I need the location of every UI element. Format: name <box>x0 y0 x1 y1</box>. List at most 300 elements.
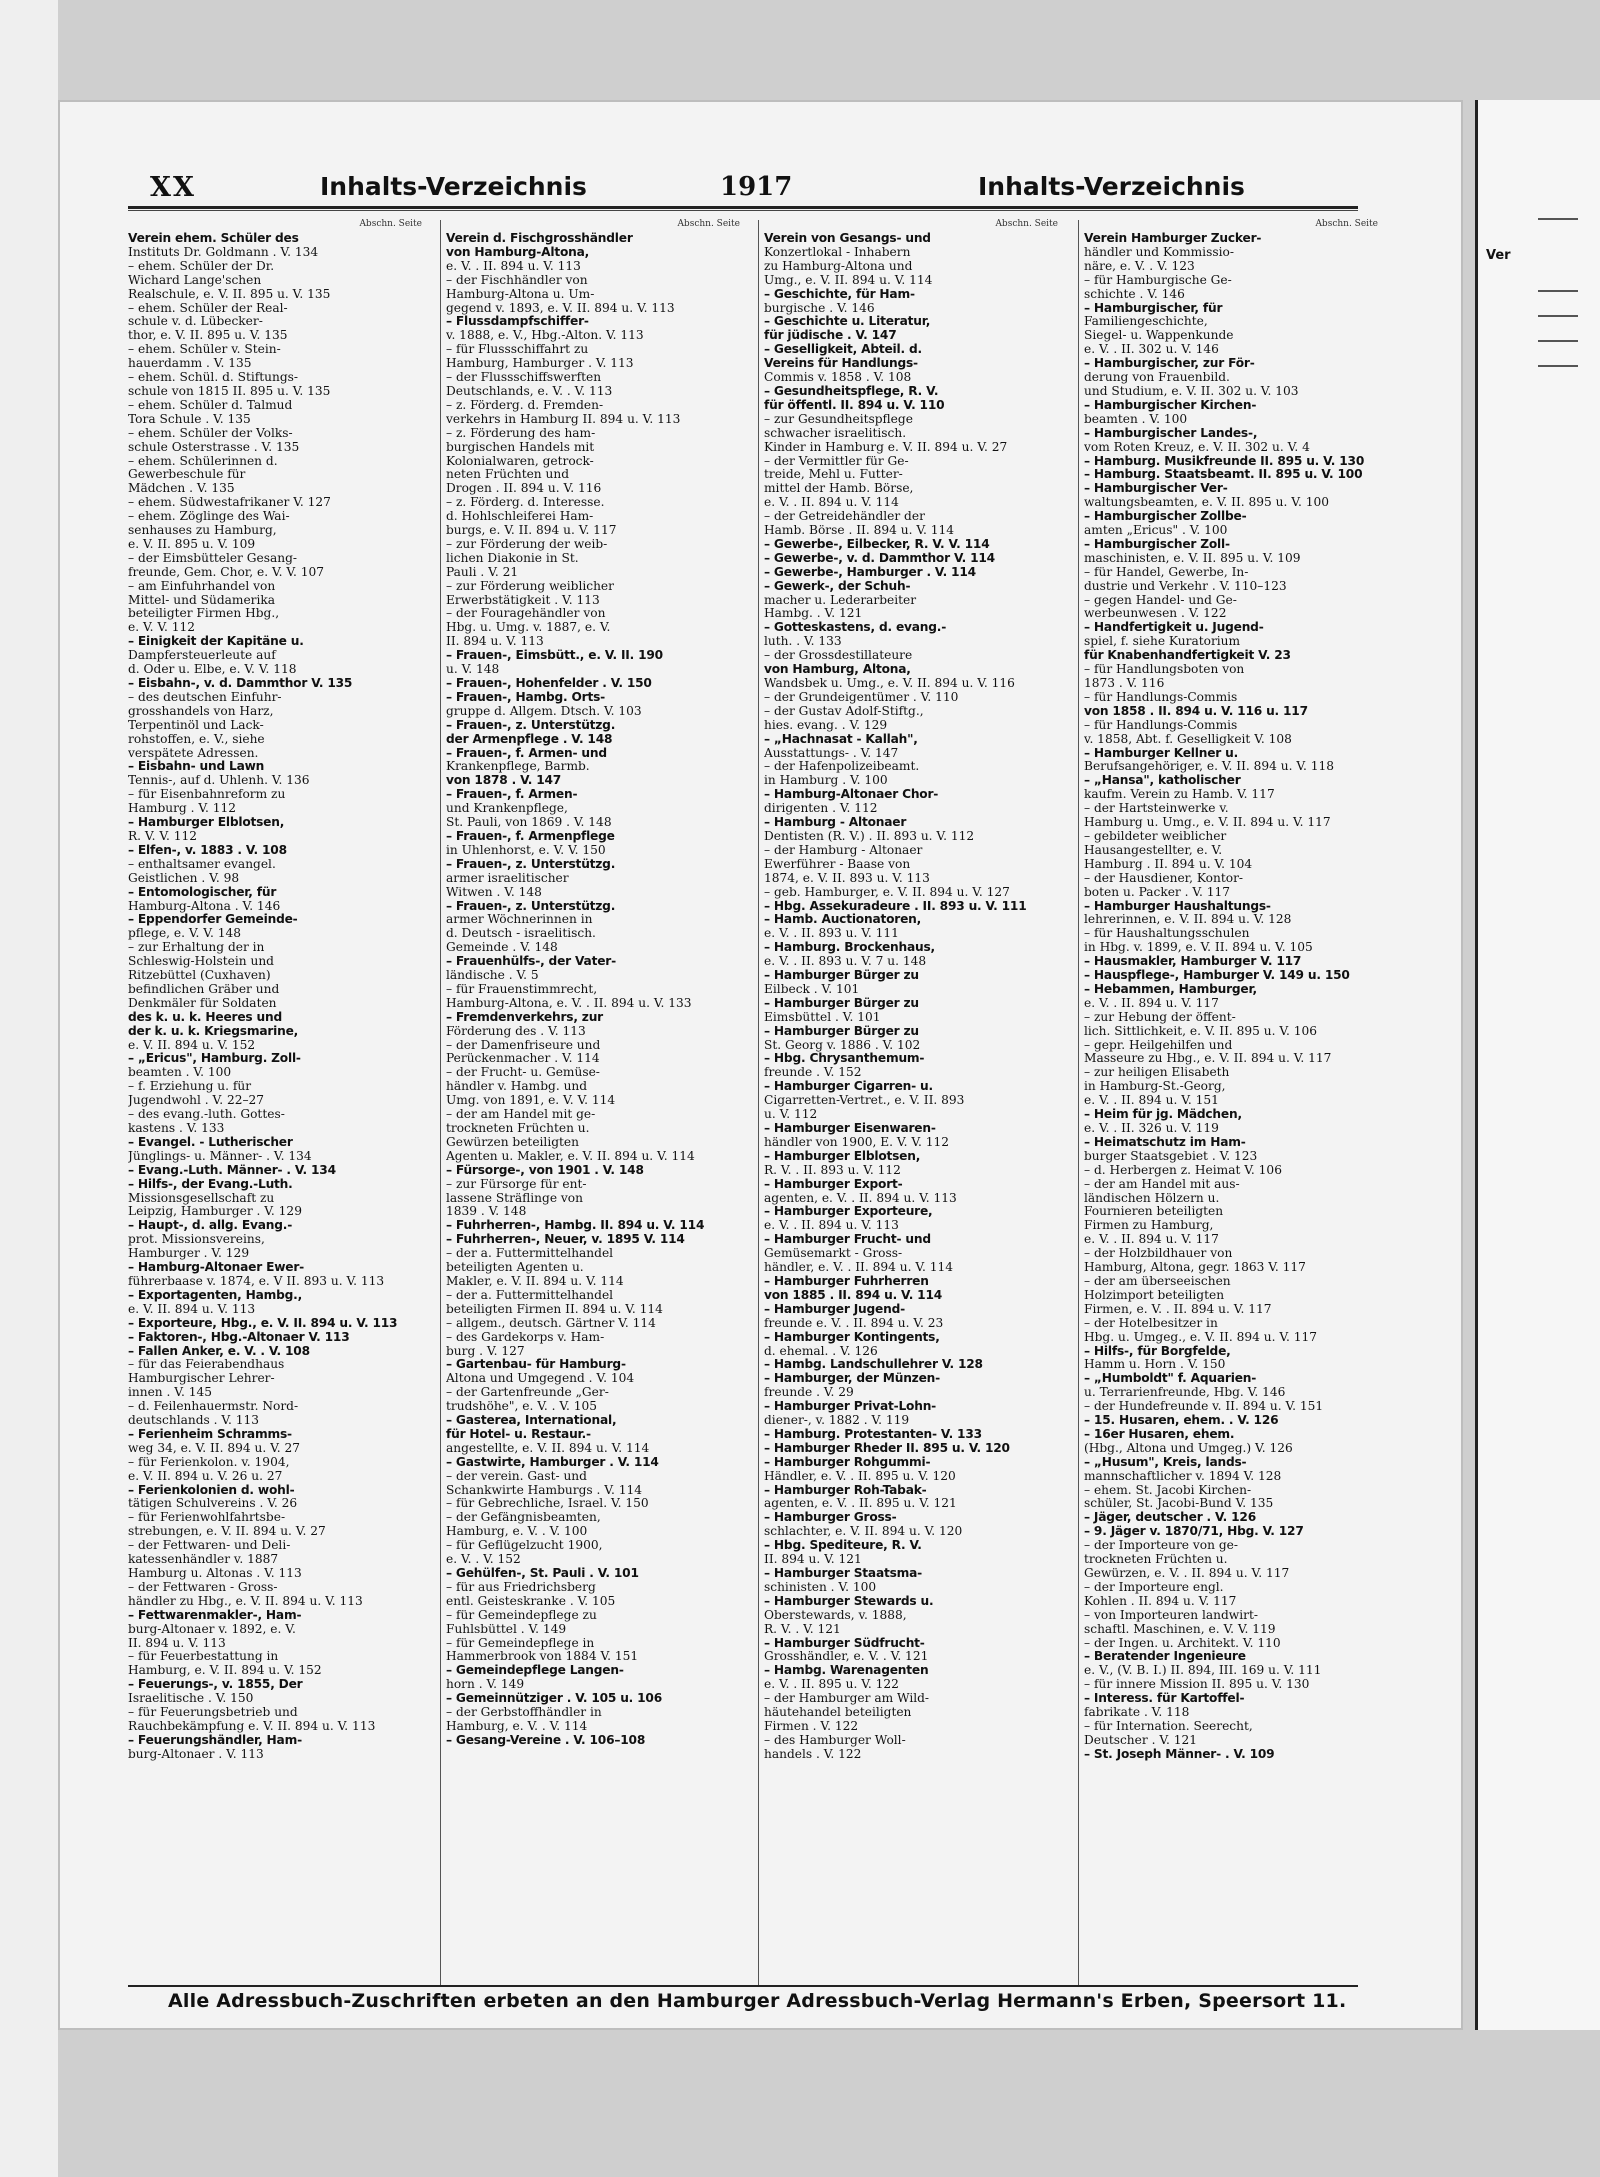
index-entry-line: der Armenpflege . V. 148 <box>446 732 613 746</box>
index-entry-line: – Hamburg. Brockenhaus, <box>764 941 935 955</box>
index-entry-line: e. V. II. 894 u. V. 152 <box>128 1038 256 1052</box>
index-entry-line: – Haupt-, d. allg. Evang.- <box>128 1219 293 1233</box>
index-entry-line: – ehem. Schüler der Dr. <box>128 259 275 273</box>
index-entry-line: Kolonialwaren, getrock- <box>446 454 594 468</box>
index-entry-line: – für Handel, Gewerbe, In- <box>1084 565 1249 579</box>
index-entry-line: – für Gemeindepflege in <box>446 1636 595 1650</box>
index-entry-line: Hbg. u. Umgeg., e. V. II. 894 u. V. 117 <box>1084 1330 1318 1344</box>
index-entry-line: – Fuhrherren-, Hambg. II. 894 u. V. 114 <box>446 1219 705 1233</box>
index-entry-line: 1874, e. V. II. 893 u. V. 113 <box>764 871 930 885</box>
header-rule-thin <box>128 210 1358 211</box>
index-entry-line: Gemüsemarkt - Gross- <box>764 1247 903 1261</box>
index-entry-line: Hamburg, e. V. . V. 100 <box>446 1525 588 1539</box>
index-entry-line: Wichard Lange'schen <box>128 273 262 287</box>
index-entry-line: – für aus Friedrichsberg <box>446 1580 596 1594</box>
index-entry-line: Kinder in Hamburg e. V. II. 894 u. V. 27 <box>764 440 1008 454</box>
index-entry-line: – „Hansa", katholischer <box>1084 774 1241 788</box>
index-entry-line: – Gartenbau- für Hamburg- <box>446 1358 626 1372</box>
index-entry-line: Hamb. Börse . II. 894 u. V. 114 <box>764 524 954 538</box>
index-entry-line: Altona und Umgegend . V. 104 <box>446 1372 635 1386</box>
index-entry-line: – Hauspflege-, Hamburger V. 149 u. 150 <box>1084 969 1350 983</box>
index-entry-line: Vereins für Handlungs- <box>764 357 918 371</box>
index-entry-line: R. V. V. 112 <box>128 829 198 843</box>
index-entry-line: Hamburgischer Lehrer- <box>128 1372 275 1386</box>
index-entry-line: von 1885 . II. 894 u. V. 114 <box>764 1288 943 1302</box>
index-entry-line: (Hbg., Altona und Umgeg.) V. 126 <box>1084 1441 1293 1455</box>
index-entry-line: – am Einfuhrhandel von <box>128 579 276 593</box>
index-entry-line: Holzimport beteiligten <box>1084 1288 1225 1302</box>
index-entry-line: – Jäger, deutscher . V. 126 <box>1084 1511 1256 1525</box>
index-entry-line: Missionsgesellschaft zu <box>128 1191 275 1205</box>
index-entry-line: e. V. II. 894 u. V. 113 <box>128 1302 256 1316</box>
index-entry-line: verspätete Adressen. <box>128 746 259 760</box>
index-entry-line: – Beratender Ingenieure <box>1084 1650 1246 1664</box>
index-entry-line: befindlichen Gräber und <box>128 982 280 996</box>
index-entry-line: Tennis-, auf d. Uhlenh. V. 136 <box>128 774 310 788</box>
index-entry-line: Jugendwohl . V. 22–27 <box>128 1094 265 1108</box>
running-title-left: Inhalts-Verzeichnis <box>320 172 587 201</box>
index-entry-line: – für Gebrechliche, Israel. V. 150 <box>446 1497 649 1511</box>
index-entry-line: – zur Förderung weiblicher <box>446 579 614 593</box>
index-entry-line: – Eisbahn-, v. d. Dammthor V. 135 <box>128 677 353 690</box>
index-entry-line: u. Terrarienfreunde, Hbg. V. 146 <box>1084 1386 1286 1400</box>
index-entry-line: trockneten Früchten u. <box>1084 1553 1228 1567</box>
index-entry-line: – Hamburger Haushaltungs- <box>1084 899 1271 913</box>
index-entry-line: u. V. 112 <box>764 1108 818 1122</box>
index-entry-line: – Hamburger Staatsma- <box>764 1567 923 1580</box>
index-entry-line: – des evang.-luth. Gottes- <box>128 1108 285 1122</box>
index-entry-line: – ehem. Schüler v. Stein- <box>128 343 281 357</box>
index-entry-line: – Faktoren-, Hbg.-Altonaer V. 113 <box>128 1330 350 1344</box>
index-entry-line: – für Frauenstimmrecht, <box>446 982 598 996</box>
index-entry-line: Grosshändler, e. V. . V. 121 <box>764 1650 929 1664</box>
index-entry-line: – der am überseeischen <box>1084 1274 1231 1288</box>
index-entry-line: – der Hausdiener, Kontor- <box>1084 871 1244 885</box>
index-entry-line: – Gewerbe-, v. d. Dammthor V. 114 <box>764 551 995 565</box>
index-entry-line: prot. Missionsvereins, <box>128 1233 265 1247</box>
index-entry-line: trockneten Früchten u. <box>446 1122 590 1135</box>
index-entry-line: händler, e. V. . II. 894 u. V. 114 <box>764 1261 954 1275</box>
adjacent-page-text: Ver <box>1486 248 1511 263</box>
index-entry-line: – Hebammen, Hamburger, <box>1084 982 1257 996</box>
index-entry-line: von Hamburg, Altona, <box>764 663 911 677</box>
index-entry-line: – Hilfs-, für Borgfelde, <box>1084 1344 1231 1358</box>
index-entry-line: beteiligten Firmen II. 894 u. V. 114 <box>446 1302 663 1316</box>
index-entry-line: Jünglings- u. Männer- . V. 134 <box>128 1149 312 1163</box>
index-entry-line: – der Damenfriseure und <box>446 1038 601 1052</box>
index-entry-line: angestellte, e. V. II. 894 u. V. 114 <box>446 1441 650 1455</box>
index-entry-line: – Hilfs-, der Evang.-Luth. <box>128 1177 293 1191</box>
index-entry-line: Krankenpflege, Barmb. <box>446 760 590 774</box>
index-entry-line: Drogen . II. 894 u. V. 116 <box>446 482 602 496</box>
index-entry-line: händler und Kommissio- <box>1084 245 1234 259</box>
index-entry-line: – Frauen-, Hohenfelder . V. 150 <box>446 677 652 690</box>
index-entry-line: – Ferienheim Schramms- <box>128 1427 292 1441</box>
index-entry-line: – Handfertigkeit u. Jugend- <box>1084 621 1264 635</box>
index-entry-line: katessenhändler v. 1887 <box>128 1553 279 1567</box>
index-entry-line: – Ferienkolonien d. wohl- <box>128 1483 295 1497</box>
index-entry-line: – für Gemeindepflege zu <box>446 1608 597 1622</box>
index-entry-line: e. V. . II. 894 u. V. 113 <box>764 1219 899 1233</box>
index-entry-line: burger Staatsgebiet . V. 123 <box>1084 1149 1258 1163</box>
index-entry-line: – Gasterea, International, <box>446 1414 617 1428</box>
index-entry-line: dirigenten . V. 112 <box>764 802 878 816</box>
index-entry-line: – Evangel. - Lutherischer <box>128 1135 293 1149</box>
index-entry-line: beamten . V. 100 <box>128 1066 232 1080</box>
index-entry-line: – für Handlungs-Commis <box>1084 718 1238 732</box>
index-entry-line: – Hamburger Bürger zu <box>764 969 919 983</box>
index-entry-line: – z. Förderg. d. Fremden- <box>446 398 604 412</box>
index-entry-line: Deutscher . V. 121 <box>1084 1733 1197 1747</box>
index-entry-line: u. V. 148 <box>446 663 500 677</box>
index-entry-line: – für Flussschiffahrt zu <box>446 343 589 357</box>
index-entry-line: Umg. von 1891, e. V. V. 114 <box>446 1094 616 1108</box>
index-entry-line: e. V., (V. B. I.) II. 894, III. 169 u. V. 111 <box>1084 1664 1322 1678</box>
index-entry-line: – für Internation. Seerecht, <box>1084 1719 1253 1733</box>
index-entry-line: – Fuhrherren-, Neuer, v. 1895 V. 114 <box>446 1233 685 1247</box>
index-entry-line: – Hambg. Warenagenten <box>764 1664 929 1678</box>
index-entry-line: Pauli . V. 21 <box>446 565 519 579</box>
index-entry-line: d. Deutsch - israelitisch. <box>446 927 596 941</box>
index-entry-line: Hbg. u. Umg. v. 1887, e. V. <box>446 621 611 635</box>
index-entry-line: – Frauen-, f. Armen- und <box>446 746 607 760</box>
index-entry-line: deutschlands . V. 113 <box>128 1414 260 1428</box>
index-entry-line: in Hamburg . V. 100 <box>764 774 888 788</box>
index-entry-line: Terpentinöl und Lack- <box>128 718 264 732</box>
index-entry-line: – der Hundefreunde v. II. 894 u. V. 151 <box>1084 1400 1324 1414</box>
index-entry-line: neten Früchten und <box>446 468 570 482</box>
index-entry-line: schichte . V. 146 <box>1084 287 1185 301</box>
index-entry-line: – enthaltsamer evangel. <box>128 857 276 871</box>
index-entry-line: gegend v. 1893, e. V. II. 894 u. V. 113 <box>446 301 675 315</box>
index-entry-line: – Hamburger Rohgummi- <box>764 1455 931 1469</box>
index-entry-line: – ehem. Schül. d. Stiftungs- <box>128 371 299 385</box>
index-entry-line: burgs, e. V. II. 894 u. V. 117 <box>446 524 617 538</box>
index-entry-line: – Frauen-, Hambg. Orts- <box>446 690 606 704</box>
index-entry-line: – Hamburgischer, für <box>1084 301 1223 315</box>
adjacent-page-dash <box>1538 365 1578 367</box>
index-entry-line: Oberstewards, v. 1888, <box>764 1608 907 1622</box>
index-entry-line: für öffentl. II. 894 u. V. 110 <box>764 398 945 412</box>
index-entry-line: verkehrs in Hamburg II. 894 u. V. 113 <box>446 412 681 426</box>
index-entry-line: Eilbeck . V. 101 <box>764 982 860 996</box>
index-entry-line: e. V. . II. 893 u. V. 7 u. 148 <box>764 955 927 969</box>
year-label: 1917 <box>720 172 793 202</box>
index-entry-line: – Hamburgischer Landes-, <box>1084 426 1258 440</box>
index-entry-line: Israelitische . V. 150 <box>128 1692 254 1706</box>
index-entry-line: – d. Herbergen z. Heimat V. 106 <box>1084 1163 1282 1177</box>
index-entry-line: – der Gefängnisbeamten, <box>446 1511 601 1525</box>
index-entry-line: – der Gerbstoffhändler in <box>446 1706 602 1720</box>
index-entry-line: Commis v. 1858 . V. 108 <box>764 371 912 385</box>
column-head: Abschn. Seite <box>677 219 740 229</box>
index-entry-line: tätigen Schulvereins . V. 26 <box>128 1497 298 1511</box>
index-entry-line: – zur Gesundheitspflege <box>764 412 913 426</box>
index-entry-line: freunde e. V. . II. 894 u. V. 23 <box>764 1316 944 1330</box>
adjacent-page-dash <box>1538 218 1578 220</box>
index-entry-line: e. V. . II. 893 u. V. 111 <box>764 927 899 941</box>
index-entry-line: Instituts Dr. Goldmann . V. 134 <box>128 245 319 259</box>
index-entry-line: freunde, Gem. Chor, e. V. V. 107 <box>128 565 325 579</box>
index-entry-line: in Hbg. v. 1899, e. V. II. 894 u. V. 105 <box>1084 941 1313 955</box>
index-entry-line: Dampfersteuerleute auf <box>128 649 276 663</box>
index-entry-line: Hamburg, Altona, gegr. 1863 V. 117 <box>1084 1261 1306 1275</box>
index-entry-line: Geistlichen . V. 98 <box>128 871 240 885</box>
index-entry-line: – der a. Futtermittelhandel <box>446 1288 614 1302</box>
index-entry-line: – der Hamburger am Wild- <box>764 1692 930 1706</box>
index-entry-line: – Frauenhülfs-, der Vater- <box>446 955 616 969</box>
index-entry-line: für Knabenhandfertigkeit V. 23 <box>1084 649 1291 663</box>
index-entry-line: – ehem. Südwestafrikaner V. 127 <box>128 496 331 510</box>
index-entry-line: Gewürzen beteiligten <box>446 1135 579 1149</box>
index-entry-line: – Hamburg-Altonaer Ewer- <box>128 1261 305 1275</box>
index-entry-line: Hamburg u. Altonas . V. 113 <box>128 1567 302 1580</box>
index-entry-line: maschinisten, e. V. II. 895 u. V. 109 <box>1084 551 1301 565</box>
index-entry-line: – des Gardekorps v. Ham- <box>446 1330 605 1344</box>
index-entry-line: – der Gustav Adolf-Stiftg., <box>764 704 924 718</box>
column-divider <box>440 220 441 1985</box>
index-entry-line: ländische . V. 5 <box>446 969 539 983</box>
index-entry-line: – Frauen-, z. Unterstützg. <box>446 857 616 871</box>
index-entry-line: – der Holzbildhauer von <box>1084 1247 1233 1261</box>
index-entry-line: – Gewerk-, der Schuh- <box>764 579 911 593</box>
index-entry-line: – Hbg. Assekuradeure . II. 893 u. V. 111 <box>764 899 1027 913</box>
index-entry-line: freunde . V. 29 <box>764 1386 854 1400</box>
index-entry-line: v. 1888, e. V., Hbg.-Alton. V. 113 <box>446 329 644 343</box>
running-title-right: Inhalts-Verzeichnis <box>978 172 1245 201</box>
index-entry-line: Hamburg-Altona . V. 146 <box>128 899 281 913</box>
index-entry-line: für Hotel- u. Restaur.- <box>446 1427 591 1441</box>
index-entry-line: Verein Hamburger Zucker- <box>1084 232 1262 245</box>
index-entry-line: – Frauen-, z. Unterstützg. <box>446 899 616 913</box>
index-entry-line: armer israelitischer <box>446 871 569 885</box>
index-entry-line: strebungen, e. V. II. 894 u. V. 27 <box>128 1525 326 1539</box>
index-entry-line: R. V. . II. 893 u. V. 112 <box>764 1163 901 1177</box>
index-entry-line: – Gehülfen-, St. Pauli . V. 101 <box>446 1567 639 1580</box>
column-head: Abschn. Seite <box>995 219 1058 229</box>
index-entry-line: – Entomologischer, für <box>128 885 277 899</box>
index-entry-line: – Hamburger Kellner u. <box>1084 746 1239 760</box>
index-entry-line: schinisten . V. 100 <box>764 1580 877 1594</box>
index-entry-line: d. Hohlschleiferei Ham- <box>446 510 594 524</box>
index-entry-line: – Gesang-Vereine . V. 106–108 <box>446 1733 646 1747</box>
index-entry-line: horn . V. 149 <box>446 1678 525 1692</box>
index-entry-line: macher u. Lederarbeiter <box>764 593 917 607</box>
index-entry-line: Hamburg, e. V. . V. 114 <box>446 1719 588 1733</box>
index-entry-line: – Hbg. Spediteure, R. V. <box>764 1539 922 1553</box>
index-entry-line: – für Feuerbestattung in <box>128 1650 279 1664</box>
index-entry-line: Erwerbstätigkeit . V. 113 <box>446 593 600 607</box>
index-entry-line: schüler, St. Jacobi-Bund V. 135 <box>1084 1497 1274 1511</box>
index-entry-line: e. V. . II. 894 u. V. 117 <box>1084 996 1219 1010</box>
index-entry-line: – der Fettwaren - Gross- <box>128 1580 278 1594</box>
index-entry-line: händler v. Hambg. und <box>446 1080 588 1094</box>
index-column-3 <box>764 218 1064 1762</box>
index-entry-line: Dentisten (R. V.) . II. 893 u. V. 112 <box>764 829 975 843</box>
index-entry-line: schule von 1815 II. 895 u. V. 135 <box>128 384 331 398</box>
index-entry-line: – Hausmakler, Hamburger V. 117 <box>1084 955 1302 969</box>
index-entry-line: der k. u. k. Kriegsmarine, <box>128 1024 299 1038</box>
index-entry-line: – Hamburger Elblotsen, <box>128 816 285 830</box>
index-entry-line: – für Eisenbahnreform zu <box>128 788 286 802</box>
index-entry-line: Verein ehem. Schüler des <box>128 232 299 245</box>
index-entry-line: Familiengeschichte, <box>1084 315 1208 329</box>
index-entry-line: in Hamburg-St.-Georg, <box>1084 1080 1226 1094</box>
index-entry-line: – für Handlungs-Commis <box>1084 690 1238 704</box>
index-entry-line: St. Pauli, von 1869 . V. 148 <box>446 816 612 830</box>
adjacent-page-edge <box>1475 100 1600 2030</box>
index-entry-line: – der Ingen. u. Architekt. V. 110 <box>1084 1636 1281 1650</box>
index-entry-line: – „Humboldt" f. Aquarien- <box>1084 1372 1257 1386</box>
column-divider <box>758 220 759 1985</box>
index-entry-line: – Hamburger Bürger zu <box>764 996 919 1010</box>
index-entry-line: – der am Handel mit ge- <box>446 1108 596 1122</box>
index-entry-line: – z. Förderung des ham- <box>446 426 596 440</box>
index-entry-line: Gemeinde . V. 148 <box>446 941 558 955</box>
index-entry-line: Konzertlokal - Inhabern <box>764 245 911 259</box>
index-entry-line: – Hamburger Bürger zu <box>764 1024 919 1038</box>
index-entry-line: Agenten u. Makler, e. V. II. 894 u. V. 114 <box>446 1149 695 1163</box>
adjacent-page-dash <box>1538 340 1578 342</box>
index-entry-line: – geb. Hamburger, e. V. II. 894 u. V. 127 <box>764 885 1010 899</box>
index-entry-line: des k. u. k. Heeres und <box>128 1010 282 1024</box>
index-entry-line: – Hamburger Gross- <box>764 1511 897 1525</box>
index-entry-line: Mittel- und Südamerika <box>128 593 276 607</box>
index-entry-line: Fournieren beteiligten <box>1084 1205 1224 1219</box>
index-entry-line: Gewerbeschule für <box>128 468 246 482</box>
index-entry-line: – der Frucht- u. Gemüse- <box>446 1066 600 1080</box>
index-entry-line: – der am Handel mit aus- <box>1084 1177 1240 1191</box>
index-entry-line: und Krankenpflege, <box>446 802 568 816</box>
index-entry-line: – Exporteure, Hbg., e. V. II. 894 u. V. 113 <box>128 1316 398 1330</box>
index-entry-line: für jüdische . V. 147 <box>764 329 897 343</box>
index-entry-line: Witwen . V. 148 <box>446 885 542 899</box>
index-entry-line: – „Hachnasat - Kallah", <box>764 732 918 746</box>
index-entry-line: Tora Schule . V. 135 <box>128 412 251 426</box>
index-entry-line: – 16er Husaren, ehem. <box>1084 1427 1235 1441</box>
index-entry-line: Hamburg . II. 894 u. V. 104 <box>1084 857 1253 871</box>
index-entry-line: – für Geflügelzucht 1900, <box>446 1539 603 1553</box>
index-entry-line: – Hamburg. Musikfreunde II. 895 u. V. 130 <box>1084 454 1365 468</box>
index-entry-line: II. 894 u. V. 113 <box>128 1636 226 1650</box>
index-entry-line: e. V. . V. 152 <box>446 1553 521 1567</box>
index-entry-line: burg . V. 127 <box>446 1344 525 1358</box>
index-entry-line: – der Fouragehändler von <box>446 607 606 621</box>
index-entry-line: – der Importeure engl. <box>1084 1580 1224 1594</box>
index-entry-line: – Hamburger Südfrucht- <box>764 1636 925 1650</box>
index-entry-line: – Hamburg - Altonaer <box>764 816 907 830</box>
index-entry-line: Berufsangehöriger, e. V. II. 894 u. V. 118 <box>1084 760 1335 774</box>
index-entry-line: vom Roten Kreuz, e. V. II. 302 u. V. 4 <box>1084 440 1310 454</box>
index-entry-line: lehrerinnen, e. V. II. 894 u. V. 128 <box>1084 913 1292 927</box>
index-entry-line: – Feuerungs-, v. 1855, Der <box>128 1678 303 1692</box>
index-entry-line: – Interess. für Kartoffel- <box>1084 1692 1245 1706</box>
index-entry-line: Hausangestellter, e. V. <box>1084 843 1223 857</box>
index-entry-line: – von Importeuren landwirt- <box>1084 1608 1258 1622</box>
index-entry-line: – Fettwarenmakler-, Ham- <box>128 1608 302 1622</box>
index-entry-line: hauerdamm . V. 135 <box>128 357 252 371</box>
index-entry-line: Eimsbüttel . V. 101 <box>764 1010 881 1024</box>
index-entry-line: armer Wöchnerinnen in <box>446 913 593 927</box>
index-entry-line: – der Gartenfreunde „Ger- <box>446 1386 609 1400</box>
index-entry-line: gruppe d. Allgem. Dtsch. V. 103 <box>446 704 642 718</box>
index-entry-line: 1873 . V. 116 <box>1084 677 1165 690</box>
index-entry-line: e. V. . II. 894 u. V. 114 <box>764 496 899 510</box>
index-entry-line: – gebildeter weiblicher <box>1084 829 1227 843</box>
index-entry-line: beteiligten Agenten u. <box>446 1261 584 1275</box>
index-entry-line: Mädchen . V. 135 <box>128 482 235 496</box>
index-entry-line: – Hambg. Landschullehrer V. 128 <box>764 1358 983 1372</box>
index-entry-line: – ehem. Schülerinnen d. <box>128 454 278 468</box>
index-entry-line: näre, e. V. . V. 123 <box>1084 259 1195 273</box>
header-rule <box>128 206 1358 209</box>
index-entry-line: – der Eimsbütteler Gesang- <box>128 551 297 565</box>
index-entry-line: – für Haushaltungsschulen <box>1084 927 1250 941</box>
index-entry-line: Deutschlands, e. V. . V. 113 <box>446 384 613 398</box>
index-entry-line: Hamburg u. Umg., e. V. II. 894 u. V. 117 <box>1084 816 1331 830</box>
index-entry-line: – für Handlungsboten von <box>1084 663 1245 677</box>
index-entry-line: – Hamburger Exporteure, <box>764 1205 933 1219</box>
index-entry-line: amten „Ericus" . V. 100 <box>1084 524 1228 538</box>
index-entry-line: – der Grossdestillateure <box>764 649 913 663</box>
index-entry-line: – Heim für jg. Mädchen, <box>1084 1108 1242 1122</box>
index-entry-line: thor, e. V. II. 895 u. V. 135 <box>128 329 288 343</box>
index-entry-line: – für Ferienwohlfahrtsbe- <box>128 1511 286 1525</box>
index-entry-line: treide, Mehl u. Futter- <box>764 468 903 482</box>
index-entry-line: ländischen Hölzern u. <box>1084 1191 1220 1205</box>
index-entry-line: – zur Erhaltung der in <box>128 941 265 955</box>
index-entry-line: – der verein. Gast- und <box>446 1469 587 1483</box>
index-entry-line: und Studium, e. V. II. 302 u. V. 103 <box>1084 384 1299 398</box>
index-entry-line: Wandsbek u. Umg., e. V. II. 894 u. V. 116 <box>764 677 1015 690</box>
index-entry-line: von 1858 . II. 894 u. V. 116 u. 117 <box>1084 704 1308 718</box>
index-entry-line: – Gemeinnütziger . V. 105 u. 106 <box>446 1692 662 1706</box>
index-entry-line: e. V. . II. 895 u. V. 122 <box>764 1678 899 1692</box>
index-entry-line: Leipzig, Hamburger . V. 129 <box>128 1205 302 1219</box>
index-entry-line: – der a. Futtermittelhandel <box>446 1247 614 1261</box>
index-entry-line: – Gastwirte, Hamburger . V. 114 <box>446 1455 659 1469</box>
index-entry-line: R. V. . V. 121 <box>764 1622 841 1636</box>
index-entry-line: e. V. . II. 894 u. V. 117 <box>1084 1233 1219 1247</box>
index-entry-line: – für Feuerungsbetrieb und <box>128 1706 298 1720</box>
index-entry-line: Kohlen . II. 894 u. V. 117 <box>1084 1594 1237 1608</box>
index-entry-line: lichen Diakonie in St. <box>446 551 579 565</box>
index-entry-line: – gepr. Heilgehilfen und <box>1084 1038 1233 1052</box>
index-entry-line: e. V. V. 112 <box>128 621 196 635</box>
index-entry-line: – allgem., deutsch. Gärtner V. 114 <box>446 1316 656 1330</box>
index-column-4 <box>1084 218 1384 1762</box>
index-entry-line: hies. evang. . V. 129 <box>764 718 888 732</box>
index-entry-line: von Hamburg-Altona, <box>446 245 590 259</box>
index-entry-line: schlachter, e. V. II. 894 u. V. 120 <box>764 1525 963 1539</box>
index-entry-line: – Hamburger Fuhrherren <box>764 1274 929 1288</box>
index-entry-line: Verein d. Fischgrosshändler <box>446 232 633 245</box>
index-entry-line: – Frauen-, f. Armen- <box>446 788 578 802</box>
index-entry-line: – Hamburgischer, zur För- <box>1084 357 1255 371</box>
index-entry-line: – Frauen-, Eimsbütt., e. V. II. 190 <box>446 649 663 663</box>
index-entry-line: – d. Feilenhauermstr. Nord- <box>128 1400 299 1414</box>
index-entry-line: – Fremdenverkehrs, zur <box>446 1010 603 1024</box>
index-entry-line: – Hamburger Elblotsen, <box>764 1149 921 1163</box>
index-entry-line: – Evang.-Luth. Männer- . V. 134 <box>128 1163 336 1177</box>
index-entry-line: Händler, e. V. . II. 895 u. V. 120 <box>764 1469 956 1483</box>
index-entry-line: – des Hamburger Woll- <box>764 1733 906 1747</box>
index-entry-line: II. 894 u. V. 113 <box>446 635 544 649</box>
index-entry-line: – der Fischhändler von <box>446 273 588 287</box>
index-entry-line: lich. Sittlichkeit, e. V. II. 895 u. V. 106 <box>1084 1024 1318 1038</box>
index-entry-line: Verein von Gesangs- und <box>764 232 931 245</box>
index-entry-line: – gegen Handel- und Ge- <box>1084 593 1237 607</box>
